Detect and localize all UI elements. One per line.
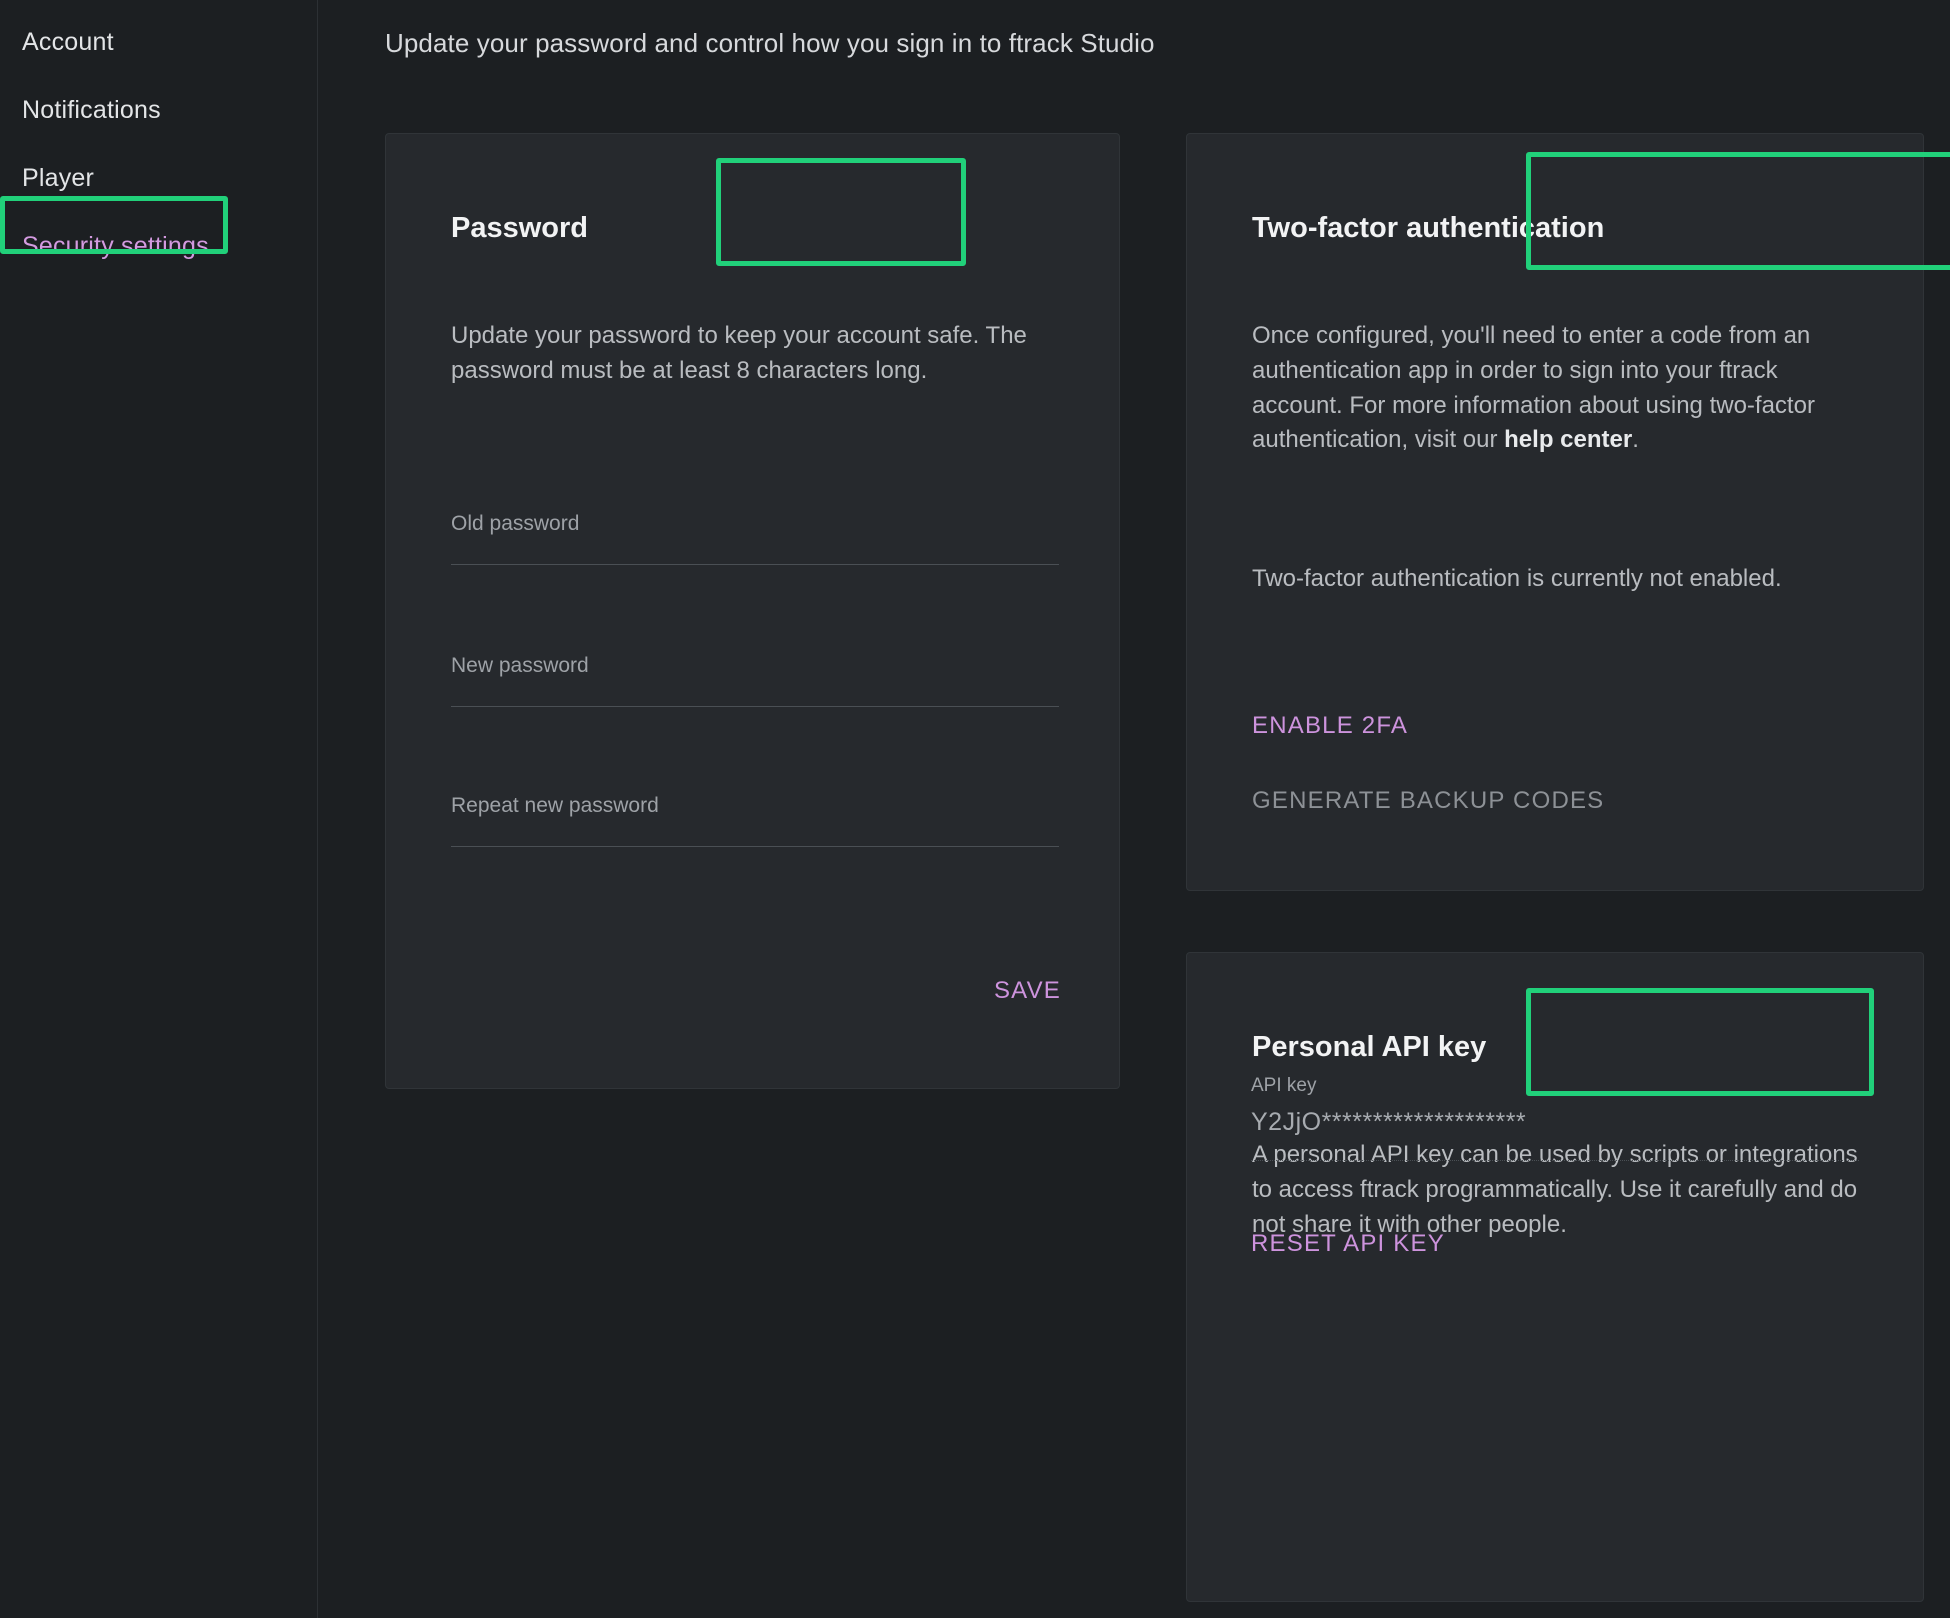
sidebar-item-player[interactable] xyxy=(0,144,317,212)
help-center-link[interactable]: help center xyxy=(1504,426,1633,454)
password-card-title: Password xyxy=(451,212,588,244)
sidebar-item-label: Account xyxy=(22,27,114,56)
api-key-value: Y2JjO******************** xyxy=(1251,1108,1527,1136)
repeat-new-password-field[interactable] xyxy=(451,794,1059,847)
sidebar-item-account[interactable] xyxy=(0,8,317,76)
save-button[interactable]: SAVE xyxy=(993,977,1061,1004)
old-password-label: Old password xyxy=(451,512,580,535)
new-password-underline xyxy=(451,706,1059,707)
old-password-underline xyxy=(451,564,1059,565)
enable-2fa-button[interactable]: ENABLE 2FA xyxy=(1252,712,1409,739)
sidebar-item-label: Notifications xyxy=(22,95,161,124)
api-key-label: API key xyxy=(1251,1075,1317,1096)
repeat-new-password-underline xyxy=(451,846,1059,847)
generate-backup-codes-button[interactable]: GENERATE BACKUP CODES xyxy=(1252,787,1605,814)
two-factor-description-tail: . xyxy=(1632,426,1639,454)
personal-api-key-card xyxy=(1186,952,1924,1602)
page-subtitle: Update your password and control how you sign in to ftrack Studio xyxy=(385,28,1155,58)
new-password-label: New password xyxy=(451,654,589,677)
api-key-card-title: Personal API key xyxy=(1252,1031,1487,1063)
sidebar-item-label: Player xyxy=(22,163,95,192)
two-factor-status-text: Two-factor authentication is currently not enabled. xyxy=(1252,565,1782,592)
reset-api-key-button[interactable]: RESET API KEY xyxy=(1251,1230,1445,1257)
sidebar xyxy=(0,0,318,1618)
sidebar-item-notifications[interactable] xyxy=(0,76,317,144)
two-factor-description-text: Once configured, you'll need to enter a code from an authentication app in order to sign into your ftrack account. For more information about using two-factor authentication, visit our xyxy=(1252,322,1815,454)
sidebar-item-security-settings[interactable] xyxy=(0,212,317,280)
password-card xyxy=(385,133,1120,1089)
old-password-field[interactable] xyxy=(451,512,1059,565)
password-card-description: Update your password to keep your account safe. The password must be at least 8 characters long. xyxy=(451,322,1027,384)
api-key-underline xyxy=(1251,1160,1859,1161)
new-password-field[interactable] xyxy=(451,654,1059,707)
main-content xyxy=(318,0,1950,1618)
two-factor-card-title: Two-factor authentication xyxy=(1252,212,1605,244)
repeat-new-password-label: Repeat new password xyxy=(451,794,659,817)
api-key-card-description: A personal API key can be used by scripts or integrations to access ftrack programmatically. Use it carefully and do not share it with other people. xyxy=(1252,1141,1858,1238)
sidebar-item-label: Security settings xyxy=(22,231,209,260)
two-factor-card xyxy=(1186,133,1924,891)
two-factor-card-description xyxy=(1252,319,1872,458)
